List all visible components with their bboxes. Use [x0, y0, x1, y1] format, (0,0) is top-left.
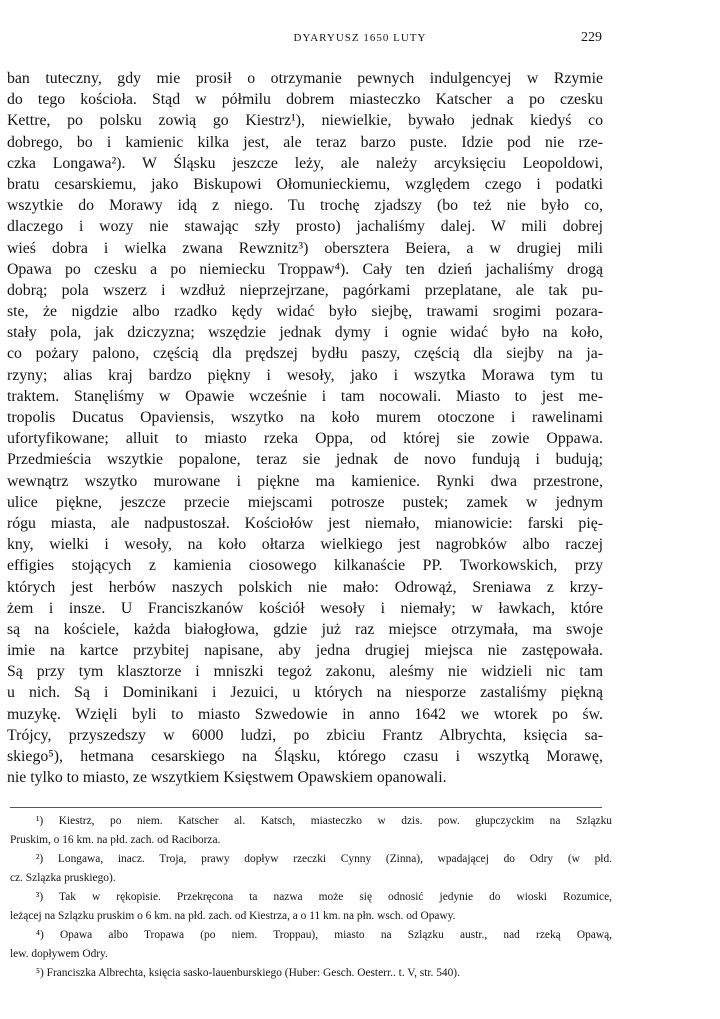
text-line: kny, wielki i wesoły, na koło ołtarza wielkiego jest nagrobków albo raczej	[7, 536, 603, 554]
text-line: żem i insze. U Franciszkanów kościół wesoły i niemały; w ławkach, które	[7, 599, 603, 617]
text-line: czka Longawa²). W Śląsku jeszcze leży, ale należy arcyksięciu Leopoldowi,	[7, 154, 603, 172]
text-line: ste, że nigdzie albo rzadko kędy widać było siejbę, trawami srogimi pozara-	[7, 303, 603, 321]
footnotes	[10, 812, 612, 983]
text-line: dlaczego i wozy nie stawając szły prosto) jachaliśmy dalej. W mili dobrej	[7, 218, 603, 236]
footnote-line: ⁵) Franciszka Albrechta, księcia sasko-lauenburskiego (Huber: Gesch. Oesterr.. t. V, str. 540).	[36, 967, 460, 979]
text-line: effigies stojących z kamienia ciosowego kilkanaście PP. Tworkowskich, przy	[7, 557, 603, 575]
text-line: imie na kartce przybitej napisane, aby jedna drugiej miejsca nie zastępowała.	[7, 642, 603, 660]
text-line: nie tylko to miasto, ze wszytkiem Księstwem Opawskiem opanowali.	[7, 769, 447, 787]
body-text	[7, 68, 603, 788]
text-line: u nich. Są i Dominikani i Jezuici, u których na niesporze zastaliśmy piękną	[7, 684, 603, 702]
footnote-line: ¹) Kiestrz, po niem. Katscher al. Katsch, miasteczko w dzis. pow. głupczyckim na Szlązku	[36, 815, 612, 827]
text-line: dobrego, bo i kamienic kilka jest, ale teraz barzo puste. Idzie pod nie rze-	[7, 133, 603, 151]
footnote-line: cz. Szlązka pruskiego).	[10, 872, 116, 884]
text-line: Kettre, po polsku zowią go Kiestrz¹), niewielkie, bywało jednak kiedyś co	[7, 112, 603, 130]
text-line: ufortyfikowane; alluit to miasto rzeka Oppa, od której sie zowie Oppawa.	[7, 430, 603, 448]
footnote-rule	[10, 807, 602, 808]
text-line: Opawa po czesku a po niemiecku Troppaw⁴). Cały ten dzień jachaliśmy drogą	[7, 260, 603, 278]
text-line: Trójcy, przyszedszy w 6000 ludzi, po zbiciu Frantz Albrychta, księcia sa-	[7, 726, 603, 744]
text-line: co pożary palono, częścią dla prędszej bydłu paszy, częścią dla siejby na ja-	[7, 345, 603, 363]
text-line: bratu cesarskiemu, jako Biskupowi Ołomunieckiemu, względem czego i podatki	[7, 175, 603, 193]
text-line: ban tuteczny, gdy mie prosił o otrzymanie pewnych indulgencyej w Rzymie	[7, 70, 603, 87]
text-line: skiego⁵), hetmana cesarskiego na Śląsku, którego czasu i wszytką Morawę,	[7, 748, 603, 765]
text-line: dobrą; pola wszerz i wzdłuż nieprzejrzane, pagórkami przeplatane, ale tak pu-	[7, 281, 603, 299]
text-line: Są przy tym klasztorze i mniszki tegoż zakonu, aleśmy nie widzieli nic tam	[7, 663, 603, 681]
footnote-line: leżącej na Szlązku pruskim o 6 km. na płd. zach. od Kiestrza, a o 11 km. na płn. wsch. od Opawy.	[10, 910, 456, 922]
text-line: których jest herbów naszych polskich nie mało: Odrowąż, Sreniawa z krzy-	[7, 578, 603, 596]
text-line: rógu miasta, ale nadpustoszał. Kościołów jest niemało, mianowicie: farski pię-	[7, 514, 603, 532]
text-line: wewnątrz wszytko murowane i piękne ma kamienice. Rynki dwa przestrone,	[7, 472, 603, 490]
text-line: są na kościele, każda białogłowa, gdzie już raz miejsce otrzymała, ma swoje	[7, 620, 603, 638]
footnote-line: ³) Tak w rękopisie. Przekręcona ta nazwa może się odnosić jedynie do wioski Rozumice,	[36, 891, 612, 903]
page-header	[0, 30, 720, 50]
text-line: tropolis Ducatus Opaviensis, wszytko na koło murem otoczone i rawelinami	[7, 409, 603, 426]
text-line: stały pola, jak dziczyzna; wszędzie jednak dymy i ognie widać było na koło,	[7, 324, 603, 342]
footnote-line: lew. dopływem Odry.	[10, 948, 108, 960]
text-line: wszytkie do Morawy idą z niego. Tu trochę zjadszy (bo też nie było co,	[7, 197, 603, 215]
footnote-line: Pruskim, o 16 km. na płd. zach. od Raciborza.	[10, 834, 221, 846]
text-line: Przedmieścia wszytkie popalone, teraz sie jednak de novo fundują i budują;	[7, 451, 603, 469]
page-number: 229	[581, 30, 602, 45]
text-line: ulice piękne, jeszcze przecie miejscami potrosze pustek; zamek w jednym	[7, 493, 603, 511]
text-line: traktem. Stanęliśmy w Opawie wcześnie i tam nocowali. Miasto to jest me-	[7, 387, 603, 405]
footnote-line: ²) Longawa, inacz. Troja, prawy dopływ rzeczki Cynny (Zinna), wpadającej do Odry (w płd.	[36, 853, 612, 865]
footnote-line: ⁴) Opawa albo Tropawa (po niem. Troppau), miasto na Szlązku austr., nad rzeką Opawą,	[36, 929, 612, 941]
text-line: do tego kościoła. Stąd w półmilu dobrem miasteczko Katscher a po czesku	[7, 91, 603, 109]
text-line: muzykę. Wzięli byli to miasto Szwedowie in anno 1642 we wtorek po św.	[7, 705, 603, 723]
running-head: DYARYUSZ 1650 LUTY	[293, 32, 427, 44]
text-line: wieś dobra i wielka zwana Rewznitz³) obersztera Beiera, a w drugiej mili	[7, 239, 603, 257]
text-line: rzyny; alias kraj bardzo piękny i wesoły, jako i wszytka Morawa tym tu	[7, 366, 603, 384]
